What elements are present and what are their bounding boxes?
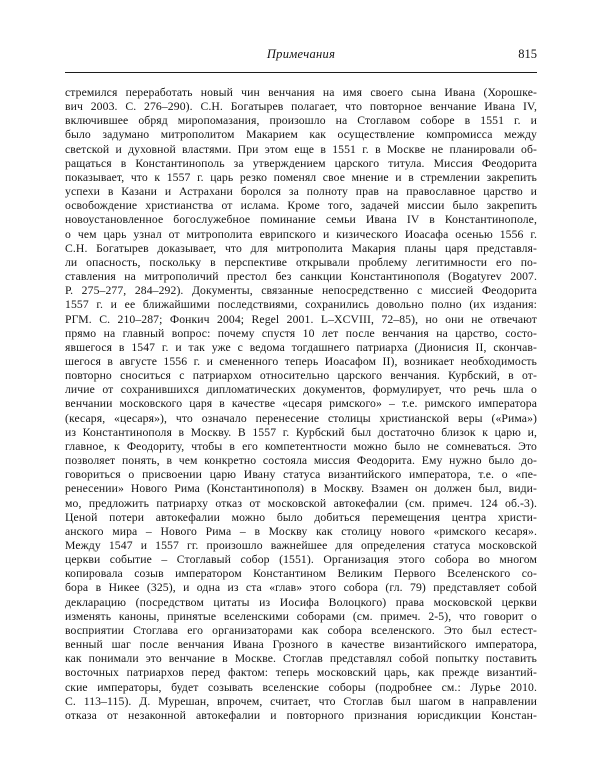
text-line: повторно сноситься с патриархом относительно царского венчания. Курбский, в от- bbox=[65, 369, 537, 383]
text-line: вич 2003. С. 276–290). С.Н. Богатырев полагает, что повторное венчание Ивана IV, bbox=[65, 100, 537, 114]
text-line: ские императоры, будет созывать вселенские соборы (подробнее см.: Лурье 2010. bbox=[65, 680, 537, 694]
text-line: позволяет понять, в чем конкретно состояла миссия Феодорита. Ему нужно было до- bbox=[65, 454, 537, 468]
text-line: было задумано митрополитом Макарием как осуществление компромисса между bbox=[65, 128, 537, 142]
text-line: ренесении» Нового Рима (Константинополя) в Москву. Взамен он должен был, види- bbox=[65, 482, 537, 496]
body-text bbox=[65, 86, 537, 723]
text-line: (кесаря, «цесаря»), что означало перенесение столицы христианской веры («Рима») bbox=[65, 411, 537, 425]
text-line: венный шаг после венчания Ивана Грозного в качестве византийского императора, bbox=[65, 638, 537, 652]
text-line: как понимали это венчание в Москве. Стоглав представлял собой попытку поставить bbox=[65, 652, 537, 666]
text-line: из Константинополя в Москву. В 1557 г. Курбский был достаточно близок к царю и, bbox=[65, 425, 537, 439]
text-line: новоустановленное богослужебное поминание семьи Ивана IV в Константинополе, bbox=[65, 213, 537, 227]
text-line: копировала созыв императором Константином Великим Первого Вселенского со- bbox=[65, 567, 537, 581]
text-line: освобождение христианства от ислама. Кроме того, задачей миссии было закрепить bbox=[65, 199, 537, 213]
text-line: успехи в Казани и Астрахани боролся за полноту прав на православное царство и bbox=[65, 185, 537, 199]
text-line: венчании московского царя в качестве «цесаря римского» – т.е. римского императора bbox=[65, 397, 537, 411]
text-line: ли опасность, поскольку в перспективе открывали проблему легитимности его по- bbox=[65, 255, 537, 269]
text-line: шегося в августе 1556 г. и смененного теперь Иоасафом II), возникает необходимость bbox=[65, 354, 537, 368]
text-line: восточных патриархов перед фактом: теперь московский царь, как прежде византий- bbox=[65, 666, 537, 680]
text-line: о чем царь узнал от митрополита еврипского и кизического Иоасафа осенью 1556 г. bbox=[65, 227, 537, 241]
text-line: светской и духовной властями. При этом еще в 1551 г. в Москве не планировали об- bbox=[65, 142, 537, 156]
text-line: прямо на главный вопрос: почему спустя 10 лет после венчания на царство, состо- bbox=[65, 326, 537, 340]
text-line: говориться о присвоении царю Ивану статуса византийского императора, т.е. о «пе- bbox=[65, 468, 537, 482]
text-line: Ценой потери автокефалии можно было добиться перемещения центра христи- bbox=[65, 510, 537, 524]
text-line: ращаться в Константинополь за утверждением царского титула. Миссия Феодорита bbox=[65, 156, 537, 170]
text-line: стремился переработать новый чин венчания на имя своего сына Ивана (Хорошке- bbox=[65, 86, 537, 99]
running-title: Примечания bbox=[266, 47, 336, 61]
text-line: отказа от незаконной автокефалии и повторного признания юрисдикции Констан- bbox=[65, 708, 537, 722]
text-line: декларацию (посредством цитаты из Иосифа Волоцкого) права московской церкви bbox=[65, 595, 537, 609]
text-line: С.Н. Богатырев доказывает, что для митрополита Макария планы царя представля- bbox=[65, 241, 537, 255]
text-block bbox=[65, 0, 537, 723]
text-line: изменять каноны, принятые вселенскими соборами (см. примеч. 2-5), что говорит о bbox=[65, 609, 537, 623]
page-number: 815 bbox=[518, 47, 537, 61]
text-line: явшегося в 1547 г. и так уже с ведома тогдашнего патриарха (Дионисия II, скончав- bbox=[65, 340, 537, 354]
header-rule bbox=[65, 72, 537, 73]
text-line: бора в Никее (325), и одна из ста «глав» этого собора (гл. 79) представляет собой bbox=[65, 581, 537, 595]
text-line: С. 113–115). Д. Мурешан, впрочем, считает, что Стоглав был шагом в направлении bbox=[65, 694, 537, 708]
text-line: Р. 275–277, 284–292). Документы, связанные непосредственно с миссией Феодорита bbox=[65, 284, 537, 298]
text-line: личие от сохранившихся дипломатических документов, формулирует, что речь шла о bbox=[65, 383, 537, 397]
page-header bbox=[65, 0, 537, 62]
text-line: Между 1547 и 1557 гг. произошло важнейшее для определения статуса московской bbox=[65, 539, 537, 552]
text-line: РГМ. С. 210–287; Фонкич 2004; Regel 2001. L–XCVIII, 72–85), но они не отвечают bbox=[65, 312, 537, 326]
text-line: главное, к Феодориту, чтобы в его компетентности можно было не сомневаться. Это bbox=[65, 439, 537, 453]
text-line: восприятии Стоглава его организаторами как собора вселенского. Это был естест- bbox=[65, 623, 537, 637]
text-line: мо, предложить патриарху отказ от московской автокефалии (см. примеч. 124 об.-3). bbox=[65, 496, 537, 510]
text-line: анского мира – Нового Рима – в Москву как столицу нового «римского кесаря». bbox=[65, 524, 537, 538]
text-line: показывает, что к 1557 г. царь резко поменял свое мнение и в стремлении закрепить bbox=[65, 170, 537, 184]
text-line: включившее обряд миропомазания, произошло на Стоглавом соборе в 1551 г. и bbox=[65, 114, 537, 128]
text-line: церкви событие – Стоглавый собор (1551). Организация этого собора во многом bbox=[65, 553, 537, 567]
text-line: ставления на митрополичий престол без санкции Константинополя (Bogatyrev 2007. bbox=[65, 270, 537, 284]
text-line: 1557 г. и ее ближайшими последствиями, сохранились довольно полно (их издания: bbox=[65, 298, 537, 312]
